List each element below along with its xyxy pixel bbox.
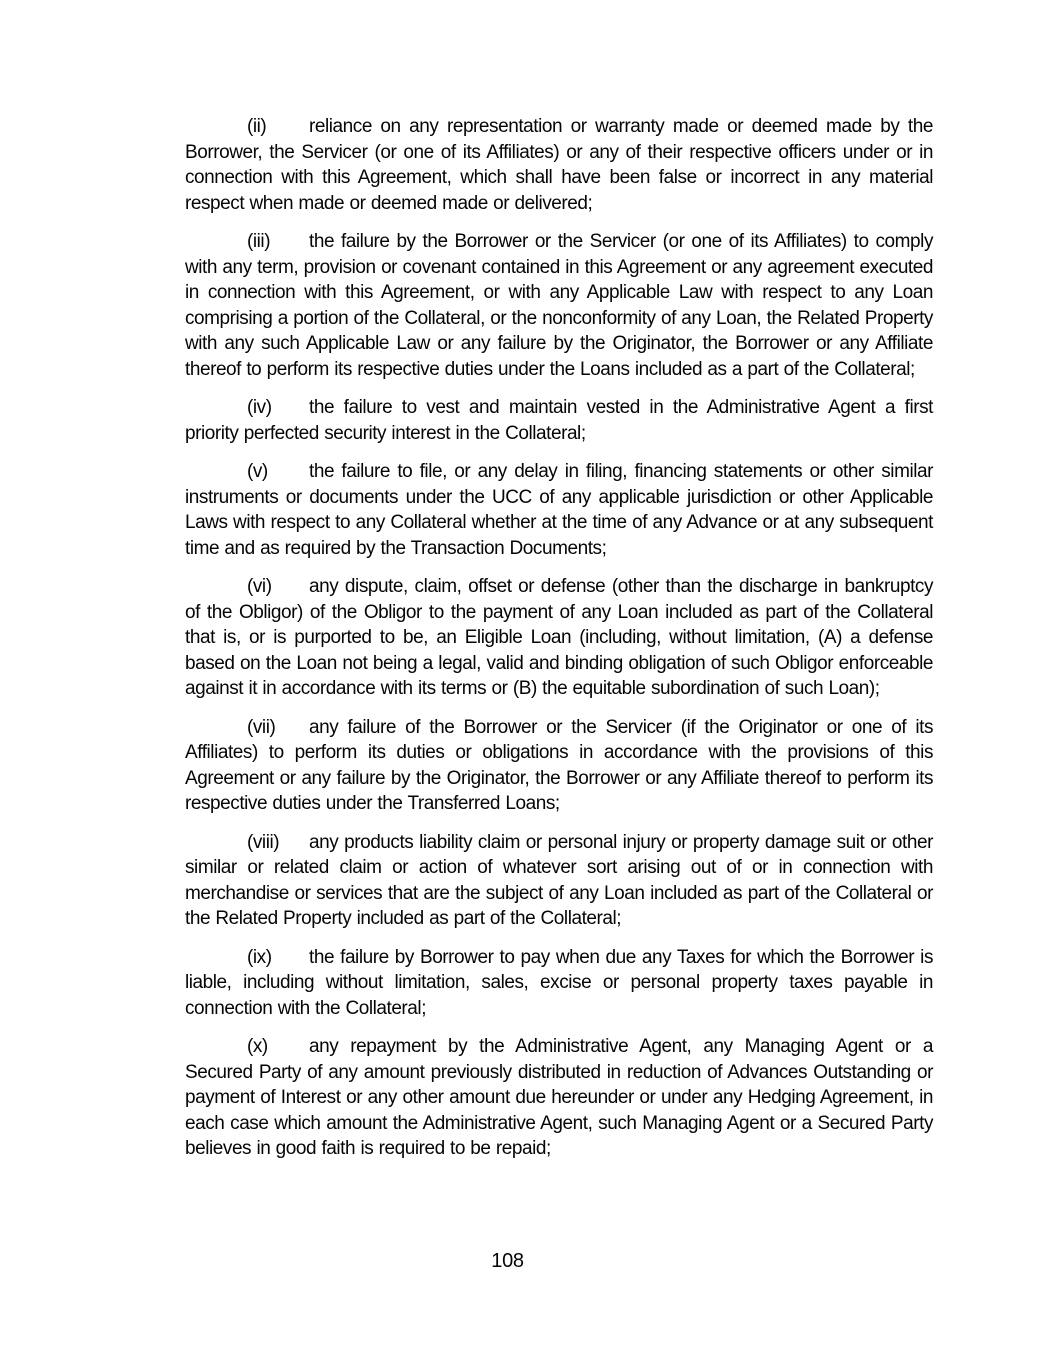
clause-paragraph-viii xyxy=(185,830,933,932)
document-body xyxy=(185,114,933,1175)
clause-text: the failure to vest and maintain vested in the Administrative Agent a first priority perfected security interest in the Collateral; xyxy=(185,397,933,444)
clause-marker: (iv) xyxy=(247,397,272,418)
clause-text: the failure by Borrower to pay when due any Taxes for which the Borrower is liable, including without limitation, sales, excise or personal property taxes payable in connection with the Collateral; xyxy=(185,946,933,1019)
clause-paragraph-ix xyxy=(185,945,933,1022)
clause-paragraph-x xyxy=(185,1034,933,1162)
clause-marker: (iii) xyxy=(247,231,271,252)
clause-paragraph-iv xyxy=(185,395,933,446)
clause-marker: (vi) xyxy=(247,576,272,597)
clause-text: any repayment by the Administrative Agent, any Managing Agent or a Secured Party of any amount previously distributed in reduction of Advances Outstanding or payment of Interest or any other amount due hereunder or under any Hedging Agreement, in each case which amount the Administrative Agent, such Managing Agent or a Secured Party believes in good faith is required to be repaid; xyxy=(185,1036,933,1159)
clause-paragraph-ii xyxy=(185,114,933,216)
clause-text: any failure of the Borrower or the Servicer (if the Originator or one of its Affiliates) to perform its duties or obligations in accordance with the provisions of this Agreement or any failure by the Originator, the Borrower or any Affiliate thereof to perform its respective duties under the Transferred Loans; xyxy=(185,716,933,814)
clause-text: any products liability claim or personal injury or property damage suit or other similar or related claim or action of whatever sort arising out of or in connection with merchandise or services that are the subject of any Loan included as part of the Collateral or the Related Property included as part of the Collateral; xyxy=(185,831,933,929)
clause-text: the failure to file, or any delay in filing, financing statements or other similar instruments or documents under the UCC of any applicable jurisdiction or other Applicable Laws with respect to any Collateral whether at the time of any Advance or at any subsequent time and as required by the Transaction Documents; xyxy=(185,461,933,559)
clause-text: the failure by the Borrower or the Servicer (or one of its Affiliates) to comply with any term, provision or covenant contained in this Agreement or any agreement executed in connection with this Agreement, or with any Applicable Law with respect to any Loan comprising a portion of the Collateral, or the nonconformity of any Loan, the Related Property with any such Applicable Law or any failure by the Originator, the Borrower or any Affiliate thereof to perform its respective duties under the Loans included as a part of the Collateral; xyxy=(185,231,933,380)
clause-marker: (vii) xyxy=(247,716,276,738)
clause-paragraph-vi xyxy=(185,574,933,702)
clause-marker: (ii) xyxy=(247,116,267,137)
clause-text: any dispute, claim, offset or defense (other than the discharge in bankruptcy of the Obligor) of the Obligor to the payment of any Loan included as part of the Collateral that is, or is purported to be, an Eligible Loan (including, without limitation, (A) a defense based on the Loan not being a legal, valid and binding obligation of such Obligor enforceable against it in accordance with its terms or (B) the equitable subordination of such Loan); xyxy=(185,576,933,699)
page-number: 108 xyxy=(491,1250,524,1272)
clause-marker: (viii) xyxy=(247,831,280,853)
clause-paragraph-iii xyxy=(185,229,933,382)
clause-text: reliance on any representation or warranty made or deemed made by the Borrower, the Servicer (or one of its Affiliates) or any of their respective officers under or in connection with this Agreement, which shall have been false or incorrect in any material respect when made or deemed made or delivered; xyxy=(185,116,933,214)
clause-paragraph-vii xyxy=(185,715,933,817)
clause-marker: (v) xyxy=(247,461,268,482)
clause-paragraph-v xyxy=(185,459,933,561)
clause-marker: (x) xyxy=(247,1036,268,1057)
clause-marker: (ix) xyxy=(247,946,272,968)
